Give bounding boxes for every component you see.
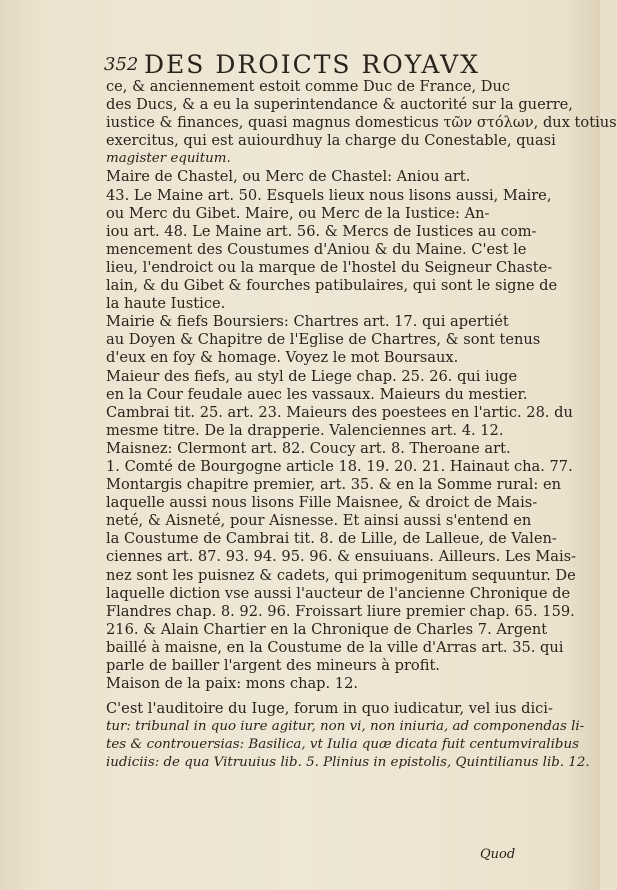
text-line: mesme titre. De la drapperie. Valenciennes art. 4. 12. bbox=[106, 421, 504, 439]
text-line: Cambrai tit. 25. art. 23. Maieurs des poestees en l'artic. 28. du bbox=[106, 403, 573, 421]
text-line: d'eux en foy & homage. Voyez le mot Boursaux. bbox=[106, 349, 459, 367]
text-line: Maison de la paix: mons chap. 12. bbox=[106, 675, 358, 693]
text-line: Flandres chap. 8. 92. 96. Froissart liure premier chap. 65. 159. bbox=[106, 602, 575, 620]
body-text bbox=[106, 78, 617, 773]
text-line: 1. Comté de Bourgogne article 18. 19. 20. 21. Hainaut cha. 77. bbox=[106, 457, 573, 475]
text-line: ciennes art. 87. 93. 94. 95. 96. & ensuiuans. Ailleurs. Les Mais- bbox=[106, 548, 577, 566]
text-line: iustice & finances, quasi magnus domesticus τῶν στόλων, dux totius bbox=[106, 114, 617, 132]
text-line: 216. & Alain Chartier en la Chronique de Charles 7. Argent bbox=[106, 620, 548, 638]
text-line: Maisnez: Clermont art. 82. Coucy art. 8. Theroane art. bbox=[106, 439, 511, 457]
text-line: Montargis chapitre premier, art. 35. & en la Somme rural: en bbox=[106, 476, 561, 494]
text-line: baillé à maisne, en la Coustume de la ville d'Arras art. 35. qui bbox=[106, 638, 564, 656]
text-line: iudiciis: de qua Vitruuius lib. 5. Plinius in epistolis, Quintilianus lib. 12. bbox=[106, 755, 590, 771]
text-line: ce, & anciennement estoit comme Duc de France, Duc bbox=[106, 78, 511, 95]
text-line: Maire de Chastel, ou Merc de Chastel: Aniou art. bbox=[106, 168, 471, 186]
catchword: Quod bbox=[480, 847, 516, 862]
text-line: iou art. 48. Le Maine art. 56. & Mercs de Iustices au com- bbox=[106, 222, 537, 240]
text-line: tur: tribunal in quo iure agitur, non vi, non iniuria, ad componendas li- bbox=[106, 719, 585, 735]
text-line: Mairie & fiefs Boursiers: Chartres art. 17. qui apertiét bbox=[106, 313, 509, 331]
text-line: des Ducs, & a eu la superintendance & auctorité sur la guerre, bbox=[106, 96, 573, 114]
text-line: lieu, l'endroict ou la marque de l'hostel du Seigneur Chaste- bbox=[106, 258, 553, 276]
page-header bbox=[104, 50, 524, 80]
text-line: ou Merc du Gibet. Maire, ou Merc de la Iustice: An- bbox=[106, 204, 490, 222]
text-line: tes & controuersias: Basilica, vt Iulia quæ dicata fuit centumviralibus bbox=[106, 737, 579, 753]
text-line: en la Cour feudale auec les vassaux. Maieurs du mestier. bbox=[106, 385, 528, 403]
running-title: DES DROICTS ROYAVX bbox=[144, 50, 481, 79]
text-line: la haute Iustice. bbox=[106, 295, 226, 313]
text-line: exercitus, qui est auiourdhuy la charge du Conestable, quasi bbox=[106, 132, 556, 150]
text-line: mencement des Coustumes d'Aniou & du Maine. C'est le bbox=[106, 240, 527, 258]
text-line: 43. Le Maine art. 50. Esquels lieux nous lisons aussi, Maire, bbox=[106, 186, 552, 204]
text-line: laquelle diction vse aussi l'aucteur de l'ancienne Chronique de bbox=[106, 584, 571, 602]
text-line: nez sont les puisnez & cadets, qui primogenitum sequuntur. De bbox=[106, 566, 576, 584]
text-line: laquelle aussi nous lisons Fille Maisnee, & droict de Mais- bbox=[106, 494, 538, 512]
text-line: lain, & du Gibet & fourches patibulaires, qui sont le signe de bbox=[106, 277, 558, 295]
text-line: C'est l'auditoire du Iuge, forum in quo iudicatur, vel ius dici- bbox=[106, 700, 553, 718]
text-line: au Doyen & Chapitre de l'Eglise de Chartres, & sont tenus bbox=[106, 331, 541, 349]
text-line: la Coustume de Cambrai tit. 8. de Lille, de Lalleue, de Valen- bbox=[106, 530, 557, 548]
text-line: neté, & Aisneté, pour Aisnesse. Et ainsi aussi s'entend en bbox=[106, 512, 532, 530]
text-line: magister equitum. bbox=[106, 151, 231, 167]
text-line: parle de bailler l'argent des mineurs à profit. bbox=[106, 657, 440, 674]
text-line: Maieur des fiefs, au styl de Liege chap. 25. 26. qui iuge bbox=[106, 367, 518, 385]
page-number: 352 bbox=[104, 54, 139, 75]
